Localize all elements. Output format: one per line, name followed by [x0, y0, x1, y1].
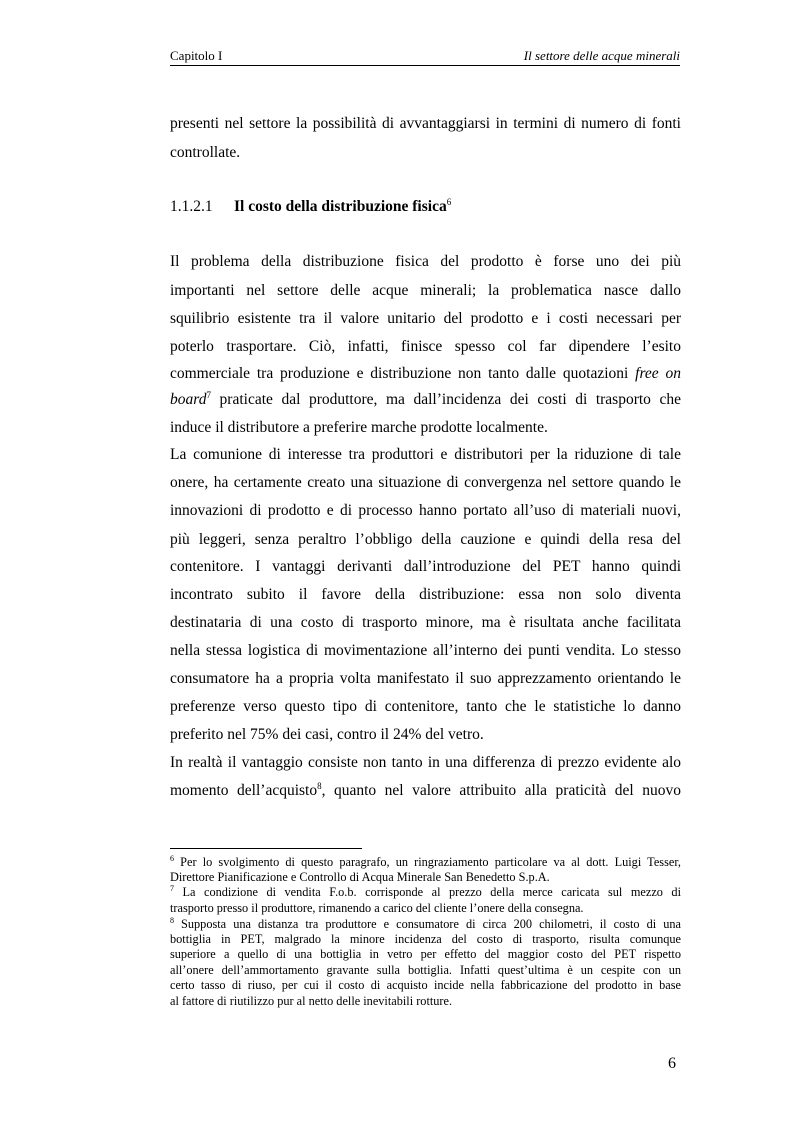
body-line: consumatore ha a propria volta manifestato il suo apprezzamento orientando le	[170, 670, 681, 687]
italic-term: free on	[635, 365, 681, 382]
italic-term: board	[170, 391, 207, 408]
section-title: Il costo della distribuzione fisica	[234, 198, 447, 215]
body-line: più leggeri, senza peraltro l’obbligo della cauzione e quindi della resa del	[170, 531, 681, 548]
footnote-number: 8	[170, 916, 174, 925]
body-line: destinataria di una costo di trasporto minore, ma è risultata anche facilitata	[170, 614, 681, 631]
footnote-line	[170, 885, 681, 900]
body-line: La comunione di interesse tra produttori e distributori per la riduzione di tale	[170, 446, 681, 463]
body-line: onere, ha certamente creato una situazione di convergenza nel settore quando le	[170, 474, 681, 491]
footnote-line: al fattore di riutilizzo pur al netto delle inevitabili rotture.	[170, 994, 453, 1008]
body-text: commerciale tra produzione e distribuzione non tanto dalle quotazioni	[170, 365, 629, 382]
footnote-line	[170, 855, 681, 870]
running-header	[170, 47, 680, 66]
body-line: innovazioni di prodotto e di processo hanno portato all’uso di materiali nuovi,	[170, 502, 681, 519]
footnote-line: Direttore Pianificazione e Controllo di Acqua Minerale San Benedetto S.p.A.	[170, 870, 550, 884]
body-line: contenitore. I vantaggi derivanti dall’introduzione del PET hanno quindi	[170, 558, 681, 575]
body-line: poterlo trasportare. Ciò, infatti, finisce spesso col far dipendere l’esito	[170, 338, 681, 355]
footnote-line: trasporto presso il produttore, rimanendo a carico del cliente l’onere della consegna.	[170, 901, 584, 915]
section-heading	[170, 197, 451, 217]
footnote-ref: 8	[317, 781, 322, 791]
footnote-line: bottiglia in PET, malgrado la minore incidenza del costo di trasporto, risulta comunque	[170, 932, 681, 946]
body-line	[170, 781, 681, 801]
intro-line: presenti nel settore la possibilità di avvantaggiarsi in termini di numero di fonti	[170, 115, 681, 132]
footnote-line: certo tasso di riuso, per cui il costo di acquisto incide nella fabbricazione del prodotto in base	[170, 978, 681, 992]
footnote-line	[170, 917, 681, 932]
body-line: incontrato subito il favore della distribuzione: essa non solo diventa	[170, 586, 681, 603]
body-line	[170, 390, 681, 410]
footnote-number: 6	[170, 854, 174, 863]
body-line: In realtà il vantaggio consiste non tanto in una differenza di prezzo evidente alo	[170, 754, 681, 771]
body-line	[170, 364, 681, 384]
body-line: Il problema della distribuzione fisica del prodotto è forse uno dei più	[170, 253, 681, 270]
section-number: 1.1.2.1	[170, 198, 213, 215]
body-line: preferito nel 75% dei casi, contro il 24% del vetro.	[170, 726, 484, 743]
body-text: praticate dal produttore, ma dall’incidenza dei costi di trasporto che	[210, 391, 681, 408]
body-line: importanti nel settore delle acque minerali; la problematica nasce dallo	[170, 282, 681, 299]
footnote-line: superiore a quello di una bottiglia in vetro per effetto del maggior costo del PET rispetto	[170, 947, 681, 961]
page-number: 6	[668, 1055, 676, 1072]
footnote-line: all’onere dell’ammortamento gravante sulla bottiglia. Infatti quest’ultima è un cespite con un	[170, 963, 681, 977]
body-line: squilibrio esistente tra il valore unitario del prodotto e i costi necessari per	[170, 310, 681, 327]
intro-line: controllate.	[170, 144, 241, 161]
body-line: induce il distributore a preferire marche prodotte localmente.	[170, 419, 548, 436]
body-line: nella stessa logistica di movimentazione all’interno dei punti vendita. Lo stesso	[170, 642, 681, 659]
footnote-text: La condizione di vendita F.o.b. corrisponde al prezzo della merce caricata sul mezzo di	[174, 885, 681, 899]
body-text: momento dell’acquisto	[170, 782, 318, 799]
footnote-text: Supposta una distanza tra produttore e consumatore di circa 200 chilometri, il costo di una	[174, 917, 681, 931]
footnote-ref: 6	[446, 197, 452, 207]
body-line: preferenze verso questo tipo di contenitore, tanto che le statistiche lo danno	[170, 698, 681, 715]
footnote-ref: 7	[206, 390, 211, 400]
body-text: , quanto nel valore attribuito alla praticità del nuovo	[321, 782, 681, 799]
footnote-text: Per lo svolgimento di questo paragrafo, un ringraziamento particolare va al dott. Luigi Tesser,	[174, 855, 681, 869]
footnote-number: 7	[170, 884, 174, 893]
header-section-title: Il settore delle acque minerali	[523, 48, 680, 63]
header-chapter: Capitolo I	[170, 48, 223, 63]
footnote-separator	[170, 848, 362, 849]
